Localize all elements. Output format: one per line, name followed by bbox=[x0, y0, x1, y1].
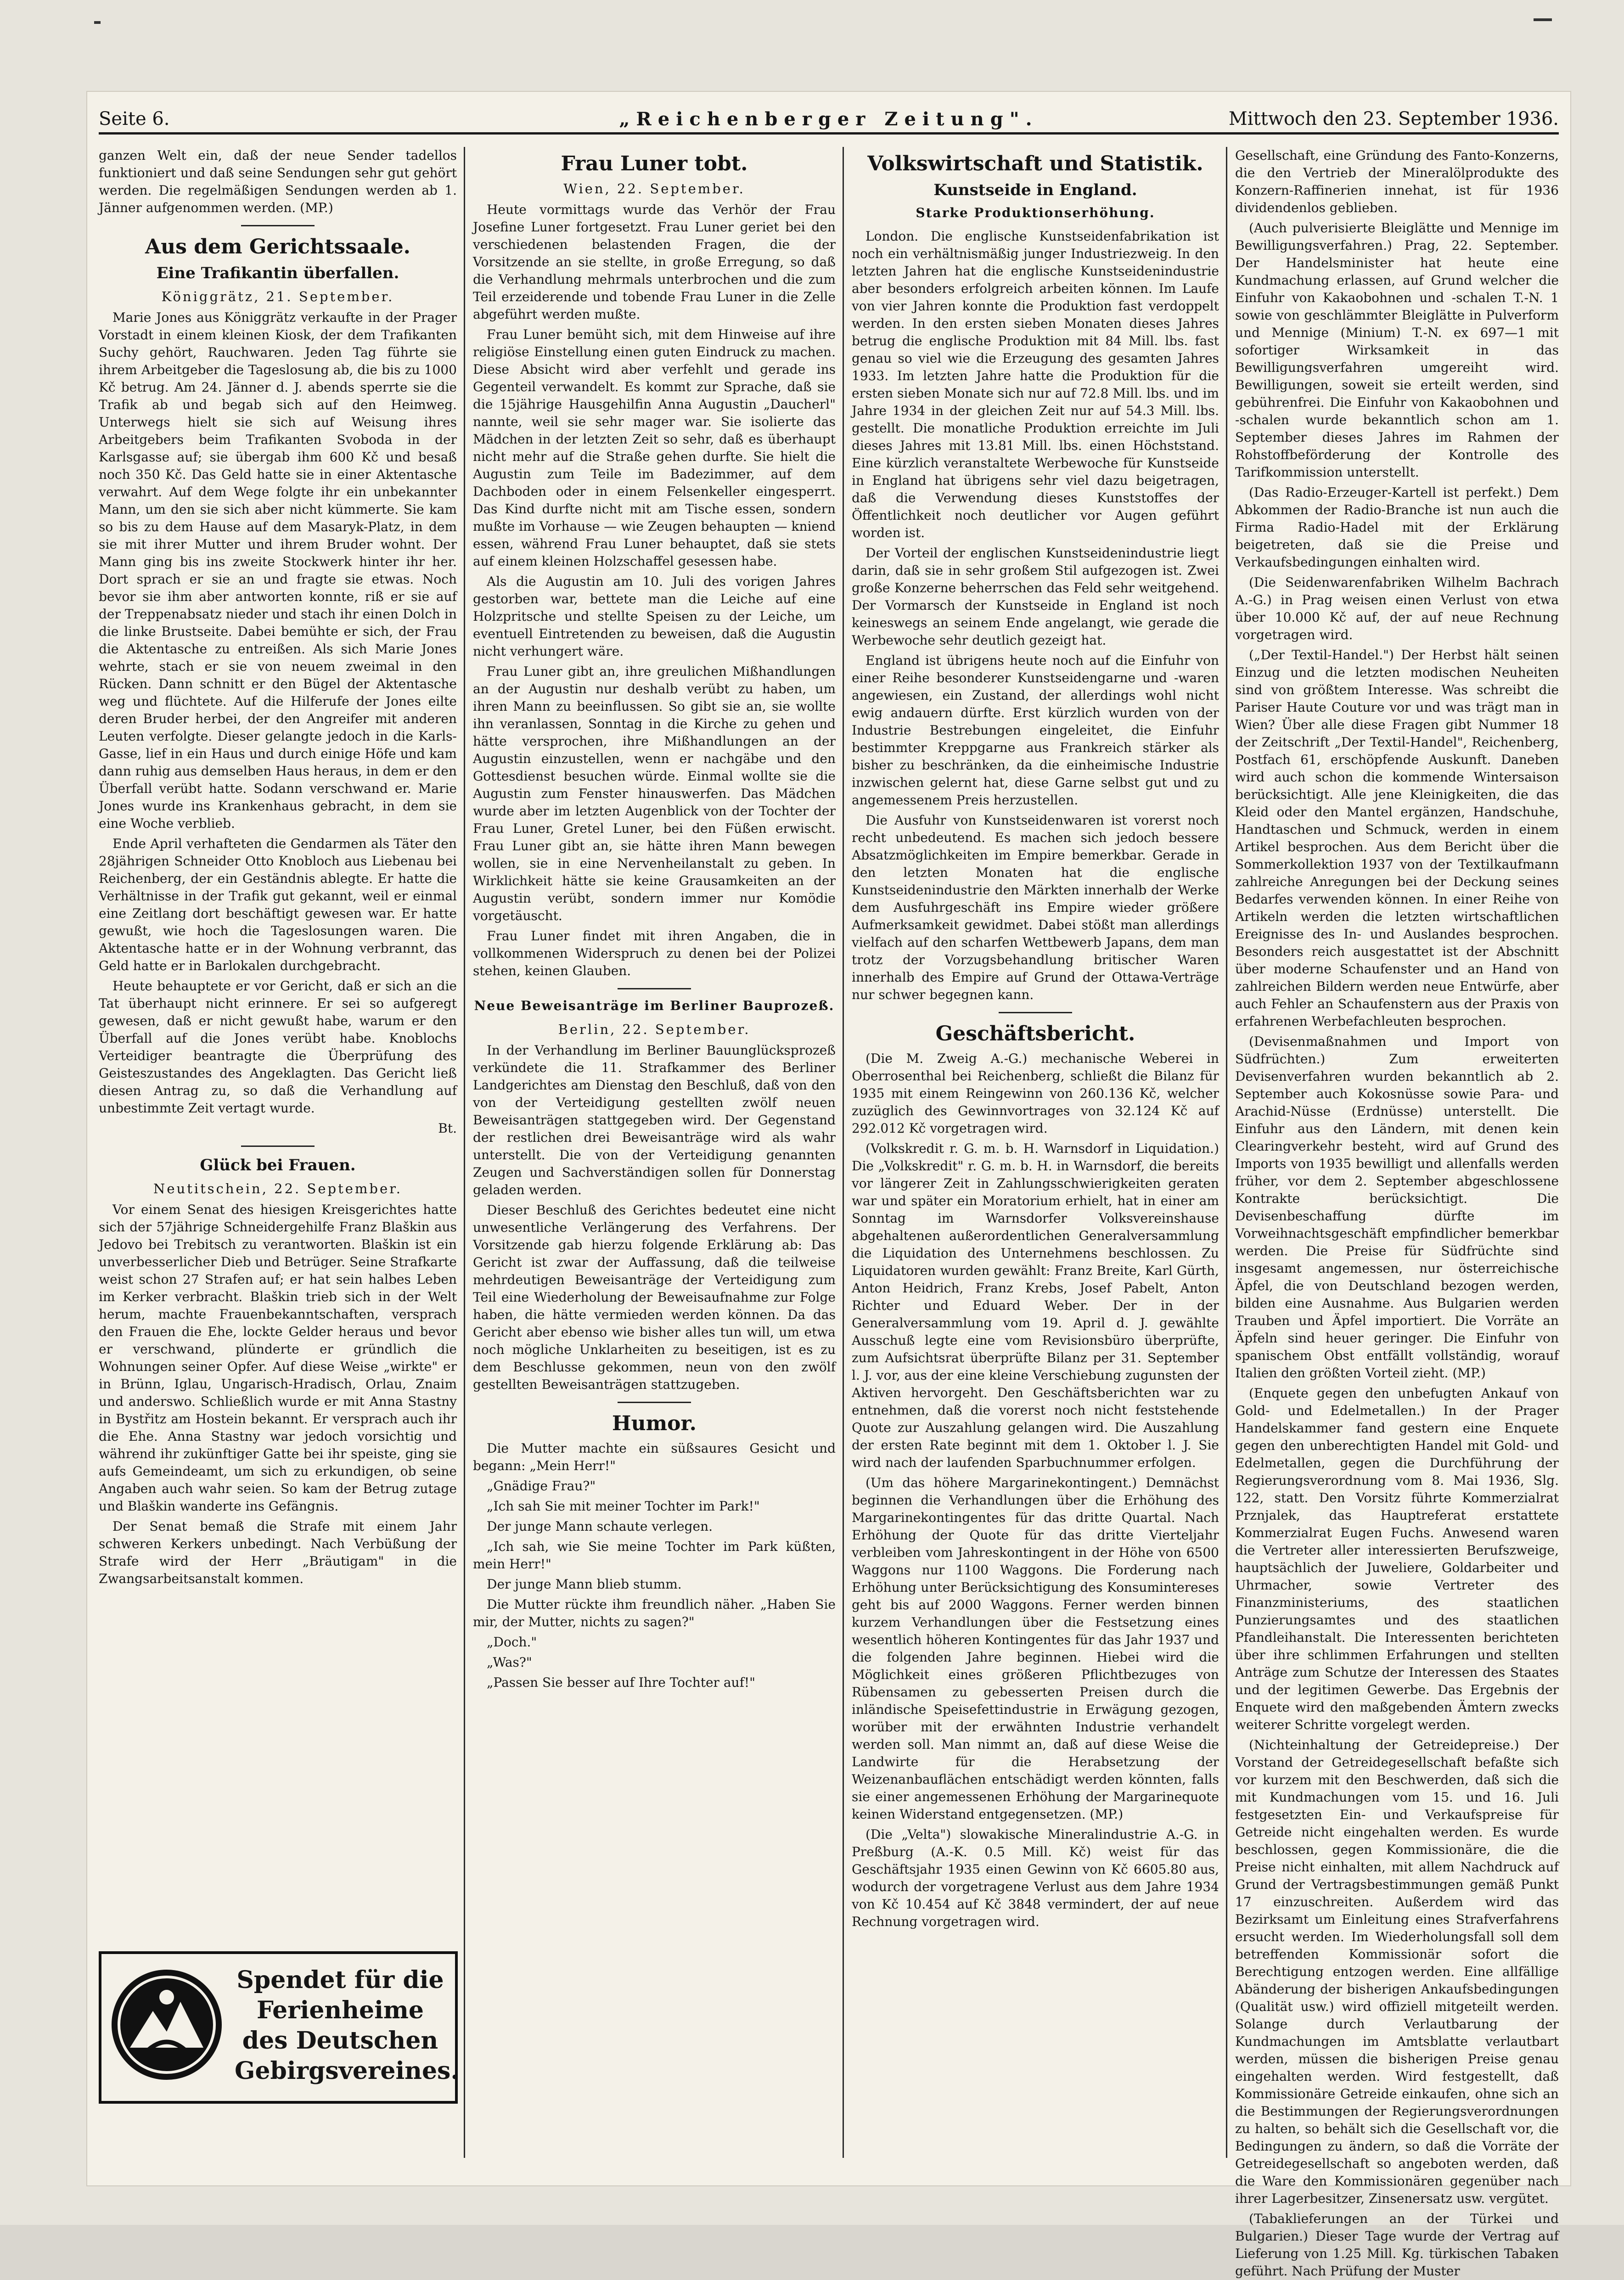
news-item: (Auch pulverisierte Bleiglätte und Mennige im Bewilligungsverfahren.) Prag, 22. September. Der Handelsminister hat heute eine Kundmachung erlassen, auf Grund welcher die Einfuhr von Kakaobohnen und -schalen T.-N. 1 sowie von geschlämmter Bleiglätte in Pulverform und Mennige (Minium) T.-N. ex 697—1 mit sofortiger Wirksamkeit in das Bewilligungsverfahren umgereiht wird. Bewilligungen, soweit sie erteilt werden, sind gebührenfrei. Die Einfuhr von Kakaobohnen und -schalen wurde bekanntlich schon am 1. September dieses Jahres im Rahmen der Rohstoffbeförderung der Kontrolle des Tarifkommission unterstellt. bbox=[1235, 220, 1559, 480]
page-number: Seite 6. bbox=[99, 108, 170, 129]
article-title: Geschäftsbericht. bbox=[935, 1022, 1135, 1045]
article-paragraph: Dieser Beschluß des Gerichtes bedeutet eine nicht unwesentliche Verlängerung des Verfahrens. Der Vorsitzende gab hierzu folgende Erklärung ab: Das Gericht ist zwar der Auffassung, daß die teilweise mehrdeutigen Beweisanträge der Verteidigung zum Teil eine Wiederholung der Beweisaufnahme zur Folge haben, die hätte vermieden werden können. Da das Gericht aber ebenso wie bisher alles tun will, um etwa noch mögliche Unklarheiten zu beseitigen, ist es zu dem Beschlusse gekommen, neun von den zwölf gestellten Beweisanträgen stattzugeben. bbox=[473, 1202, 836, 1392]
news-item: (Das Radio-Erzeuger-Kartell ist perfekt.) Dem Abkommen der Radio-Branche ist nun auch die Firma Radio-Hadel mit der Erklärung beigetreten, daß sie die Preise und Verkaufsbedingungen einhalten wird. bbox=[1235, 485, 1559, 570]
news-item: („Der Textil-Handel.") Der Herbst hält seinen Einzug und die letzten modischen Neuheiten sind von größtem Interesse. Was schreibt die Pariser Haute Couture vor und was trägt man in Wien? Über alle diese Fragen gibt Nummer 18 der Zeitschrift „Der Textil-Handel", Reichenberg, Postfach 61, erschöpfende Auskunft. Daneben wird auch schon die kommende Wintersaison berücksichtigt. Alle jene Kleinigkeiten, die das Kleid oder den Mantel ergänzen, Handschuhe, Handtaschen und Schmuck, werden in einem Artikel besprochen. Aus dem Bericht über die Sommerkollektion 1937 von der Textilkaufmann zahlreiche Anregungen bei der Deckung seines Bedarfes verwenden können. In einer Reihe von Artikeln werden die letzten wirtschaftlichen Ereignisse des In- und Auslandes besprochen. Besonders reich ausgestattet ist der Abschnitt über moderne Schaufenster und an Hand von zahlreichen Bildern werden neue Entwürfe, aber auch Fehler an Schaufenstern aus der Praxis von erfahrenen Werbefachleuten besprochen. bbox=[1235, 647, 1559, 1029]
article-paragraph: Der Senat bemaß die Strafe mit einem Jahr schweren Kerkers unbedingt. Nach Verbüßung der Strafe wird der Herr „Bräutigam" in die Zwangsarbeitsanstalt kommen. bbox=[99, 1519, 457, 1586]
news-item: (Tabaklieferungen an der Türkei und Bulgarien.) Dieser Tage wurde der Vertrag auf Lieferung von 1.25 Mill. Kg. türkischen Tabaken geführt. Nach Prüfung der Muster bbox=[1235, 2211, 1559, 2279]
separator-rule bbox=[618, 1402, 691, 1403]
article-continuation: Gesellschaft, eine Gründung des Fanto-Konzerns, die den Vertrieb der Mineralölprodukte des Konzern-Raffinerien innehat, ist für 1936 dividendenlos geblieben. bbox=[1235, 148, 1559, 215]
article-paragraph: Als die Augustin am 10. Juli des vorigen Jahres gestorben war, bettete man die Leiche auf eine Holzpritsche und stellte Speisen zu der Leiche, um eventuell Eintretenden zu beweisen, daß die Augustin nicht verhungert wäre. bbox=[473, 574, 836, 659]
column-3 bbox=[852, 147, 1219, 2158]
masthead bbox=[99, 108, 1559, 145]
section-title: Aus dem Gerichtssaale. bbox=[145, 235, 410, 258]
article-paragraph: „Ich sah, wie Sie meine Tochter im Park küßten, mein Herr!" bbox=[473, 1539, 836, 1572]
article-paragraph: Die Mutter rückte ihm freundlich näher. „Haben Sie mir, der Mutter, nichts zu sagen?" bbox=[473, 1597, 836, 1629]
article-paragraph: Heute vormittags wurde das Verhör der Frau Josefine Luner fortgesetzt. Frau Luner geriet bei den verschiedenen belastenden Fragen, die der Vorsitzende an sie stellte, in große Erregung, so daß die Verhandlung mehrmals unterbrochen und die zum Teil erzeiderende und tobende Frau Luner in die Zelle abgeführt werden mußte. bbox=[473, 202, 836, 322]
article-paragraph: Ende April verhafteten die Gendarmen als Täter den 28jährigen Schneider Otto Knobloch aus Liebenau bei Reichenberg, der ein Geständnis ablegte. Er hatte die Verhältnisse in der Trafik gut gekannt, weil er einmal eine Zeitlang dort beschäftigt gewesen war. Er hatte gewußt, wie hoch die Tageslosungen waren. Die Aktentasche hatte er in der Wohnung verbrannt, das Geld hatte er in Barlokalen durchgebracht. bbox=[99, 836, 457, 973]
article-title: Humor. bbox=[612, 1412, 697, 1435]
column-rule bbox=[464, 147, 465, 2158]
article-title: Eine Trafikantin überfallen. bbox=[156, 264, 399, 282]
article-paragraph: „Was?" bbox=[487, 1655, 532, 1670]
article-paragraph: London. Die englische Kunstseidenfabrikation ist noch ein verhältnismäßig junger Industriezweig. In den letzten Jahren hat die englische Kunstseidenindustrie aber besonders erfolgreich arbeiten können. Im Laufe von vier Jahren konnte die Produktion fast verdoppelt werden. In den ersten sieben Monaten dieses Jahres betrug die englische Produktion mit 84 Mill. lbs. fast genau so viel wie die Erzeugung des gesamten Jahres 1933. Im letzten Jahre hatte die Produktion für die ersten sieben Monate sich nur auf 72.8 Mill. lbs. und im Jahre 1934 in der gleichen Zeit nur auf 54.3 Mill. lbs. gestellt. Die monatliche Produktion erreichte im Juli dieses Jahres mit 13.81 Mill. lbs. einen Höchststand. Eine kürzlich veranstaltete Werbewoche für Kunstseide in England hat übrigens sehr viel dazu beigetragen, daß die Verwendung dieses Kunststoffes der Öffentlichkeit noch deutlicher vor Augen geführt worden ist. bbox=[852, 229, 1219, 540]
column-2 bbox=[473, 147, 836, 2158]
article-paragraph: „Gnädige Frau?" bbox=[487, 1478, 596, 1494]
article-title: Kunstseide in England. bbox=[933, 181, 1137, 199]
header-rule bbox=[99, 132, 1559, 135]
article-paragraph: Heute behauptete er vor Gericht, daß er sich an die Tat überhaupt nicht erinnere. Er sei so aufgeregt gewesen, daß er nicht gewußt habe, warum er den Überfall auf die Jones verübt habe. Knoblochs Verteidiger beantragte die Überprüfung des Geisteszustandes des Angeklagten. Das Gericht ließ diesen Antrag zu, so daß die Verhandlung auf unbestimmte Zeit vertagt wurde. bbox=[99, 978, 457, 1116]
column-4 bbox=[1235, 147, 1559, 2279]
article-paragraph: „Passen Sie besser auf Ihre Tochter auf!" bbox=[487, 1675, 756, 1690]
article-subtitle: Starke Produktionserhöhung. bbox=[916, 205, 1155, 220]
article-dateline: Wien, 22. September. bbox=[563, 181, 745, 197]
newspaper-name: „Reichenberger Zeitung". bbox=[619, 108, 1039, 130]
article-paragraph: Der junge Mann blieb stumm. bbox=[487, 1577, 682, 1592]
issue-date: Mittwoch den 23. September 1936. bbox=[1228, 108, 1559, 129]
article-paragraph: (Die M. Zweig A.-G.) mechanische Weberei in Oberrosenthal bei Reichenberg, schließt die Bilanz für 1935 mit einem Reingewinn von 260.136 Kč, welcher zuzüglich des Gewinnvortrages von 32.124 Kč auf 292.012 Kč vorgetragen wird. bbox=[852, 1051, 1219, 1136]
advertisement-box bbox=[99, 1951, 458, 2104]
ad-line: des Deutschen bbox=[242, 2027, 438, 2055]
article-paragraph: Die Ausfuhr von Kunstseidenwaren ist vorerst noch recht unbedeutend. Es machen sich jedoch bessere Absatzmöglichkeiten im Empire bemerkbar. Gerade in den letzten Monaten hat die englische Kunstseidenindustrie den Märkten innerhalb der Werke dem Ausfuhrgeschäft ins Empire wieder größere Aufmerksamkeit gewidmet. Dabei stößt man allerdings vielfach auf den scharfen Wettbewerb Japans, dem man trotz der Vorzugsbehandlung britischer Waren innerhalb des Empire auf Grund der Ottawa-Verträge nur schwer begegnen kann. bbox=[852, 813, 1219, 1002]
column-rule bbox=[1226, 147, 1227, 2158]
news-item: (Enquete gegen den unbefugten Ankauf von Gold- und Edelmetallen.) In der Prager Handelskammer fand gestern eine Enquete gegen den unberechtigten Handel mit Gold- und Edelmetallen, gegen die Durchführung der Regierungsverordnung vom 8. Mai 1936, Slg. 122, statt. Den Vorsitz führte Kommerzialrat Prznjalek, das Hauptreferat erstattete Kommerzialrat Eugen Fuchs. Anwesend waren die Vertreter aller interessierten Berufszweige, hauptsächlich der Juweliere, Goldarbeiter und Uhrmacher, sowie Vertreter des Finanzministeriums, des staatlichen Punzierungsamtes und des staatlichen Pfandleihanstalt. Die Interessenten berichteten über ihre schlimmen Erfahrungen und stellten Anträge zum Schutze der Interessen des Staates und der legitimen Gewerbe. Das Ergebnis der Enquete wird den maßgebenden Ämtern zwecks weiterer Schritte vorgelegt werden. bbox=[1235, 1386, 1559, 1732]
article-continuation: ganzen Welt ein, daß der neue Sender tadellos funktioniert und daß seine Sendungen sehr gut gehört werden. Die regelmäßigen Sendungen werden ab 1. Jänner aufgenommen werden. (MP.) bbox=[99, 148, 457, 215]
article-paragraph: Frau Luner findet mit ihren Angaben, die in vollkommenen Widerspruch zu denen bei der Polizei stehen, keinen Glauben. bbox=[473, 928, 836, 978]
article-paragraph: England ist übrigens heute noch auf die Einfuhr von einer Reihe besonderer Kunstseidengarne und -waren angewiesen, ein Zustand, der allerdings wohl nicht ewig andauern dürfte. Erst kürzlich wurden von der Industrie Bestrebungen eingeleitet, die Einfuhr bestimmter Kreppgarne aus Frankreich stärker als bisher zu beschränken, da die einheimische Industrie inzwischen gelernt hat, diese Garne selbst gut und zu angemessenem Preis herzustellen. bbox=[852, 653, 1219, 808]
separator-rule bbox=[241, 1146, 315, 1147]
separator-rule bbox=[241, 225, 315, 226]
article-paragraph: Marie Jones aus Königgrätz verkaufte in der Prager Vorstadt in einem kleinen Kiosk, der dem Trafikanten Suchy gehört, Rauchwaren. Jeden Tag führte sie ihrem Arbeitgeber die Tageslosung ab, die bis zu 1000 Kč betrug. Am 24. Jänner d. J. abends sperrte sie die Trafik ab und begab sich auf den Heimweg. Unterwegs hielt sie sich auf Weisung ihres Arbeitgebers beim Trafikanten Svoboda in der Karlsgasse auf; sie übergab ihm 600 Kč und besaß noch 350 Kč. Das Geld hatte sie in einer Aktentasche verwahrt. Auf dem Wege folgte ihr ein unbekannter Mann, um den sie sich aber nicht kümmerte. Sie kam so bis zu dem Hause auf dem Masaryk-Platz, in dem sie mit ihrer Mutter und ihrem Bruder wohnt. Der Mann ging bis ins zweite Stockwerk hinter ihr her. Dort sprach er sie an und fragte sie etwas. Noch bevor sie ihm aber antworten konnte, riß er sie auf der Treppenabsatz nieder und stach ihr einen Dolch in die linke Brustseite. Dabei bemühte er sich, der Frau die Aktentasche zu entreißen. Als sich Marie Jones wehrte, stach er sie von neuem zweimal in den Rücken. Dann schnitt er den Bügel der Aktentasche weg und flüchtete. Auf die Hilferufe der Jones eilte deren Bruder herbei, der den Angreifer mit anderen Leuten verfolgte. Dieser gelangte jedoch in die Karls-Gasse, lief in ein Haus und durch einige Höfe und kam dann ruhig aus demselben Haus heraus, in dem er den Überfall verübt hatte. Sodann verschwand er. Marie Jones wurde ins Krankenhaus gebracht, in dem sie eine Woche verblieb. bbox=[99, 310, 457, 831]
news-item: (Die Seidenwarenfabriken Wilhelm Bachrach A.-G.) in Prag weisen einen Verlust von etwa über 10.000 Kč auf, der auf neue Rechnung vorgetragen wird. bbox=[1235, 575, 1559, 642]
article-paragraph: (Volkskredit r. G. m. b. H. Warnsdorf in Liquidation.) Die „Volkskredit" r. G. m. b. H. in Warnsdorf, die bereits vor längerer Zeit in Zahlungsschwierigkeiten geraten war und später ein Moratorium erhielt, hat in einer am Sonntag im Warnsdorfer Volksvereinshause abgehaltenen außerordentlichen Generalversammlung die Liquidation des Unternehmens beschlossen. Zu Liquidatoren wurden gewählt: Franz Breite, Karl Gürth, Anton Heidrich, Franz Krebs, Josef Pabelt, Anton Richter und Eduard Weber. Der in der Generalversammlung vom 19. April d. J. gewählte Ausschuß legte eine vom Revisionsbüro überprüfte, zum Aufsichtsrat überprüfte Bilanz per 31. September l. J. vor, aus der eine kleine Verschiebung zugunsten der Aktiven hervorgeht. Den Geschäftsberichten war zu entnehmen, daß die vorerst noch nicht feststehende Quote zur Auszahlung gelangen wird. Die Auszahlung der ersten Rate beginnt mit dem 1. Oktober l. J. Sie wird nach der laufenden Sparbuchnummer erfolgen. bbox=[852, 1141, 1219, 1470]
article-title: Neue Beweisanträge im Berliner Bauprozeß. bbox=[474, 998, 835, 1013]
separator-rule bbox=[999, 1012, 1072, 1013]
advertisement-text bbox=[235, 1965, 459, 2086]
article-dateline: Königgrätz, 21. September. bbox=[161, 289, 394, 304]
ad-line: Gebirgsvereines. bbox=[235, 2057, 459, 2085]
news-item: (Devisenmaßnahmen und Import von Südfrüchten.) Zum erweiterten Devisenverfahren wurden bekanntlich ab 2. September auch Kokosnüsse sowie Para- und Arachid-Nüsse (Erdnüsse) unterstellt. Die Einfuhr aus den Ländern, mit denen kein Clearingverkehr besteht, wird auf Grund des Imports von 1935 bewilligt und allenfalls werden früher, vor dem 2. September abgeschlossene Kontrakte berücksichtigt. Die Devisenbeschaffung dürfte im Vorweihnachtsgeschäft empfindlicher bemerkbar werden. Die Preise für Südfrüchte sind insgesamt angemessen, nur österreichische Äpfel, die von Deutschland bezogen werden, bilden eine Ausnahme. Aus Bulgarien werden Trauben und Äpfel importiert. Die Vorräte an Äpfeln sind heuer geringer. Die Einfuhr von spanischem Obst entfällt vollständig, worauf Italien den größten Vorteil zieht. (MP.) bbox=[1235, 1034, 1559, 1381]
article-paragraph: Der Vorteil der englischen Kunstseidenindustrie liegt darin, daß sie in sehr großem Stil aufgezogen ist. Zwei große Konzerne beherrschen das Feld sehr weitgehend. Der Vormarsch der Kunstseide in England ist noch keineswegs an seinem Ende angelangt, wie gerade die Werbewoche sehr deutlich gezeigt hat. bbox=[852, 545, 1219, 648]
article-dateline: Neutitschein, 22. September. bbox=[153, 1181, 402, 1196]
article-paragraph: „Doch." bbox=[487, 1634, 537, 1650]
news-item: (Nichteinhaltung der Getreidepreise.) Der Vorstand der Getreidegesellschaft befaßte sich vor kurzem mit den Beschwerden, daß sich die mit Kundmachungen vom 15. und 16. Juli festgesetzten Ein- und Verkaufspreise für Getreide nicht eingehalten werden. Es wurde beschlossen, gegen Kommissionäre, die die Preise nicht einhalten, mit allem Nachdruck auf Grund der Vertragsbestimmungen gemäß Punkt 17 einzuschreiten. Außerdem wird das Bezirksamt um Einleitung eines Strafverfahrens ersucht werden. Im Wiederholungsfall soll dem betreffenden Kommissionär sofort die Berechtigung entzogen werden. Eine allfällige Abänderung der bisherigen Ankaufsbedingungen (Qualität usw.) wird offiziell mitgeteilt werden. Solange durch Verlautbarung der Kundmachungen im Amtsblatte verlautbart werden, müssen die bisherigen Preise genau eingehalten werden. Wird festgestellt, daß Kommissionäre Getreide einkaufen, ohne sich an die Bestimmungen der Regierungsverordnungen zu halten, so behält sich die Gesellschaft vor, die Bedingungen zu ändern, so daß die Vorräte der Getreidegesellschaft so angeboten werden, daß die Ware den Kommissionären gegenüber nach ihrer Lagerbesitzer, Zinsenersatz usw. vergütet. bbox=[1235, 1737, 1559, 2206]
column-rule bbox=[843, 147, 844, 2158]
mountain-club-emblem-icon bbox=[112, 1970, 222, 2080]
article-title: Glück bei Frauen. bbox=[200, 1156, 356, 1174]
column-1 bbox=[99, 147, 457, 2158]
article-paragraph: Frau Luner bemüht sich, mit dem Hinweise auf ihre religiöse Einstellung einen guten Eindruck zu machen. Diese Absicht wird aber verfehlt und gerade ins Gegenteil verwandelt. Es kommt zur Sprache, daß sie die 15jährige Hausgehilfin Anna Augustin „Daucherl" nannte, weil sie sehr mager war. Sie isolierte das Mädchen in der letzten Zeit so sehr, daß es überhaupt nicht mehr auf die Straße gehen durfte. Sie hielt die Augustin zum Teile im Badezimmer, auf dem Dachboden oder in einem Felsenkeller eingesperrt. Das Kind durfte nicht mit am Tische essen, sondern mußte im Vorhause — wie Zeugen behaupten — kniend essen, während Frau Luner behauptet, daß sie stets auf einem kleinen Holzschaffel gesessen habe. bbox=[473, 327, 836, 569]
section-title: Volkswirtschaft und Statistik. bbox=[867, 152, 1203, 175]
article-signature: Bt. bbox=[438, 1121, 457, 1136]
article-paragraph: Vor einem Senat des hiesigen Kreisgerichtes hatte sich der 57jährige Schneidergehilfe Franz Blaškin aus Jedovo bei Trebitsch zu verantworten. Blaškin ist ein unverbesserlicher Dieb und Betrüger. Seine Strafkarte weist schon 27 Strafen auf; er hat sein halbes Leben im Kerker verbracht. Blaškin trieb sich in der Welt herum, machte Frauenbekanntschaften, versprach den Frauen die Ehe, lockte Gelder heraus und bevor er verschwand, plünderte er gründlich die Wohnungen seiner Opfer. Auf diese Weise „wirkte" er in Brünn, Iglau, Ungarisch-Hradisch, Orlau, Znaim und anderswo. Schließlich wurde er mit Anna Stastny in Bystřitz am Hostein bekannt. Er versprach auch ihr die Ehe. Anna Stastny war jedoch vorsichtig und während ihr zukünftiger Gatte bei ihr speiste, ging sie aufs Gemeindeamt, um sich zu erkundigen, ob seine Angaben auch wahr seien. So kam der Betrug zutage und Blaškin wanderte ins Gefängnis. bbox=[99, 1202, 457, 1514]
article-paragraph: (Die „Velta") slowakische Mineralindustrie A.-G. in Preßburg (A.-K. 0.5 Mill. Kč) weist für das Geschäftsjahr 1935 einen Gewinn von Kč 6605.80 aus, wodurch der vorgetragene Verlust aus dem Jahre 1934 von Kč 10.454 auf Kč 3848 vermindert, der auf neue Rechnung vorgetragen wird. bbox=[852, 1827, 1219, 1929]
article-dateline: Berlin, 22. September. bbox=[558, 1022, 751, 1037]
article-paragraph: Frau Luner gibt an, ihre greulichen Mißhandlungen an der Augustin nur deshalb verübt zu haben, um ihren Mann zu beeinflussen. So gibt sie an, sie wollte ihn veranlassen, Sonntag in die Kirche zu gehen und hätte versprochen, ihre Mißhandlungen an der Augustin einzustellen, wenn er nachgäbe und den Gottesdienst besuchen würde. Einmal wollte sie die Augustin zum Fenster hinauswerfen. Das Mädchen wurde aber im letzten Augenblick von der Tochter der Frau Luner, Gretel Luner, bei den Füßen erwischt. Frau Luner gibt an, sie hätte ihren Mann bewegen wollen, sie in eine Nervenheilanstalt zu geben. In Wirklichkeit hätte sie keine Grausamkeiten an der Augustin verübt, sondern immer nur Komödie vorgetäuscht. bbox=[473, 664, 836, 923]
article-paragraph: (Um das höhere Margarinekontingent.) Demnächst beginnen die Verhandlungen über die Erhöhung des Margarinekontingentes für das dritte Quartal. Nach Erhöhung der Quote für das dritte Vierteljahr verbleiben vom Jahreskontingent in der Höhe von 6500 Waggons nur 1100 Waggons. Die Forderung nach Erhöhung unter Berücksichtigung des Konsumintereses geht bis auf 2000 Waggons. Ferner werden binnen kurzem Verhandlungen über die Festsetzung eines wesentlich höheren Kontingentes für das Jahr 1937 und die folgenden Jahre beginnen. Hiebei wird die Möglichkeit eines größeren Pflichtbezuges von Rübensamen zu gebesserten Preisen durch die inländische Speisefettindustrie in Erwägung gezogen, worüber mit der erwähnten Industrie verhandelt werden soll. Man nimmt an, daß auf diese Weise die Landwirte für die Herabsetzung der Weizenanbauflächen entschädigt werden könnten, falls sie einer angemessenen Erhöhung der Margarinequote keinen Widerstand entgegensetzen. (MP.) bbox=[852, 1475, 1219, 1822]
edge-mark bbox=[1534, 18, 1552, 21]
separator-rule bbox=[618, 988, 691, 989]
article-title: Frau Luner tobt. bbox=[561, 152, 748, 175]
article-paragraph: In der Verhandlung im Berliner Bauunglücksprozeß verkündete die 11. Strafkammer des Berliner Landgerichtes am Dienstag den Beschluß, daß von den von der Verteidigung gestellten zwölf neuen Beweisanträgen stattgegeben wird. Der Gegenstand der restlichen drei Beweisanträge wird als wahr unterstellt. Die von der Verteidigung genannten Zeugen und Sachverständigen sollen für Donnerstag geladen werden. bbox=[473, 1043, 836, 1197]
edge-mark bbox=[94, 21, 101, 24]
ad-line: Ferienheime bbox=[257, 1996, 424, 2024]
scan-edge-marks bbox=[0, 0, 1624, 92]
article-paragraph: Der junge Mann schaute verlegen. bbox=[487, 1519, 713, 1534]
article-paragraph: Die Mutter machte ein süßsaures Gesicht und begann: „Mein Herr!" bbox=[473, 1441, 836, 1473]
article-paragraph: „Ich sah Sie mit meiner Tochter im Park!" bbox=[487, 1499, 760, 1514]
ad-line: Spendet für die bbox=[236, 1966, 444, 1994]
